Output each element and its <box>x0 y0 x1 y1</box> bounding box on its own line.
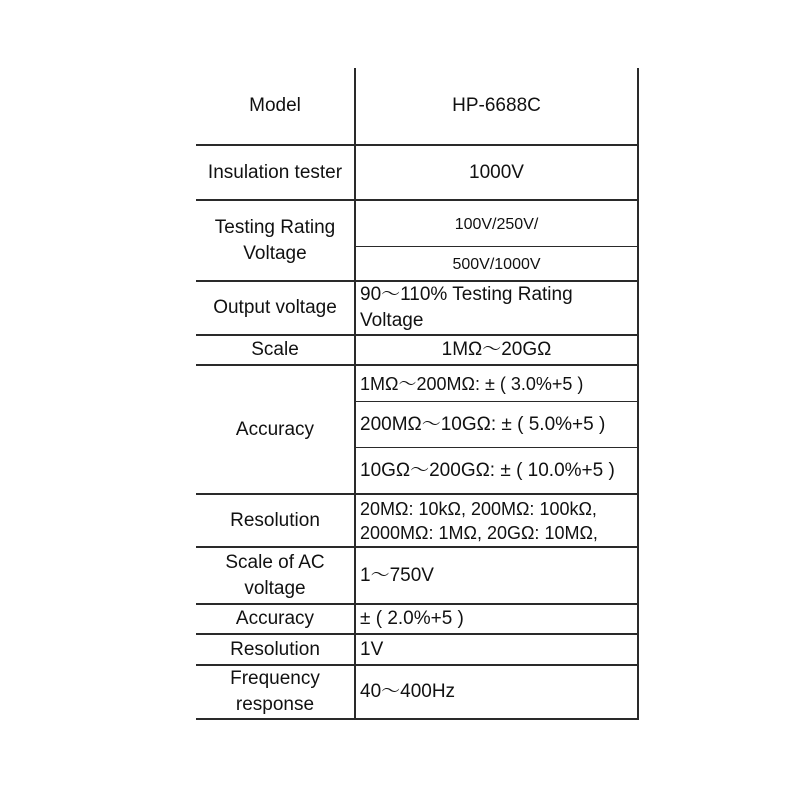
output-voltage-label <box>196 282 354 334</box>
insulation-tester-label <box>196 146 354 199</box>
testing-rating-voltage-value-2-text: 500V/1000V <box>452 256 541 273</box>
insulation-tester-label-text: Insulation tester <box>207 161 343 183</box>
resolution-insulation-value <box>356 495 637 546</box>
accuracy-ac-label-text: Accuracy <box>235 608 315 629</box>
scale-label <box>196 336 354 364</box>
scale-value <box>356 336 637 364</box>
testing-rating-voltage-label <box>196 201 354 280</box>
model-value <box>356 68 637 144</box>
output-voltage-value <box>356 282 637 334</box>
scale-label-text: Scale <box>251 339 299 360</box>
scale-ac-voltage-label-line1: Scale of AC <box>225 551 325 573</box>
accuracy-insulation-label <box>196 366 354 493</box>
output-voltage-label-text: Output voltage <box>213 297 337 318</box>
frequency-response-label-line2: response <box>235 694 315 715</box>
frequency-response-value-text: 40～400Hz <box>360 681 456 702</box>
resolution-insulation-value-line1: 20MΩ: 10kΩ, 200MΩ: 100kΩ, <box>360 498 597 519</box>
model-label-text: Model <box>249 95 301 116</box>
frequency-response-label-line1: Frequency <box>230 668 320 689</box>
accuracy-insulation-value-3-text: 10GΩ～200GΩ: ± ( 10.0%+5 ) <box>360 459 615 481</box>
accuracy-insulation-value-1-text: 1MΩ～200MΩ: ± ( 3.0%+5 ) <box>360 373 584 394</box>
scale-value-text: 1MΩ～20GΩ <box>441 339 552 360</box>
scale-ac-voltage-label-line2: voltage <box>244 577 306 599</box>
accuracy-ac-label <box>196 605 354 633</box>
accuracy-insulation-value-2-text: 200MΩ～10GΩ: ± ( 5.0%+5 ) <box>360 413 606 435</box>
scale-ac-voltage-value <box>356 548 637 603</box>
testing-rating-voltage-value-2 <box>356 250 637 280</box>
resolution-ac-label <box>196 635 354 664</box>
resolution-ac-label-text: Resolution <box>230 638 320 660</box>
testing-rating-voltage-value-1 <box>356 204 637 246</box>
table-rule-horizontal <box>196 718 638 720</box>
accuracy-insulation-value-3 <box>356 448 637 493</box>
accuracy-ac-value-text: ± ( 2.0%+5 ) <box>360 608 464 629</box>
output-voltage-value-line1: 90～110% Testing Rating <box>360 284 573 305</box>
table-rule-horizontal <box>355 246 638 247</box>
testing-rating-voltage-value-1-text: 100V/250V/ <box>454 216 539 233</box>
resolution-ac-value-text: 1V <box>360 638 384 660</box>
resolution-ac-value <box>356 635 637 664</box>
scale-ac-voltage-value-text: 1～750V <box>360 564 434 586</box>
accuracy-insulation-label-text: Accuracy <box>235 418 315 440</box>
table-rule-vertical-right <box>637 68 639 720</box>
accuracy-insulation-value-1 <box>356 366 637 401</box>
model-label <box>196 68 354 144</box>
accuracy-insulation-value-2 <box>356 402 637 447</box>
testing-rating-voltage-label-line2: Voltage <box>243 242 307 264</box>
accuracy-ac-value <box>356 605 637 633</box>
model-value-text: HP-6688C <box>452 95 541 116</box>
testing-rating-voltage-label-line1: Testing Rating <box>214 216 336 238</box>
output-voltage-value-line2: Voltage <box>360 310 424 331</box>
frequency-response-label <box>196 666 354 718</box>
resolution-insulation-label <box>196 495 354 546</box>
resolution-insulation-value-line2: 2000MΩ: 1MΩ, 20GΩ: 10MΩ, <box>360 522 598 543</box>
frequency-response-value <box>356 666 637 718</box>
insulation-tester-value <box>356 146 637 199</box>
scale-ac-voltage-label <box>196 548 354 603</box>
insulation-tester-value-text: 1000V <box>469 161 524 183</box>
resolution-insulation-label-text: Resolution <box>230 509 320 531</box>
